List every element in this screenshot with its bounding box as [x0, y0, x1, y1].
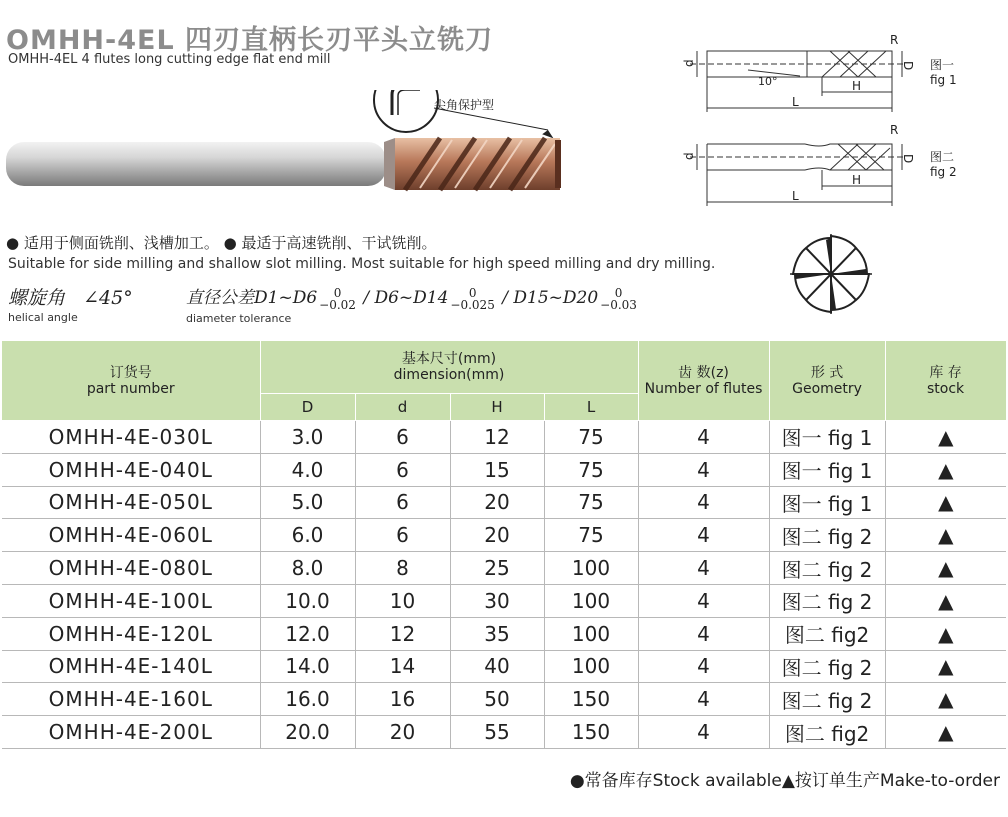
cell-D: 16.0	[260, 683, 355, 716]
page-subtitle: OMHH-4EL 4 flutes long cutting edge flat end mill	[8, 52, 331, 67]
cell-D: 14.0	[260, 650, 355, 683]
helix-value: ∠45°	[83, 287, 133, 309]
diameter-tolerance-en: diameter tolerance	[186, 312, 292, 325]
header-D: D	[260, 394, 355, 421]
cell-H: 30	[450, 584, 544, 617]
cell-d: 6	[355, 486, 450, 519]
cell-d: 6	[355, 453, 450, 486]
tol-label: 直径公差	[186, 288, 254, 308]
cell-d: 8	[355, 552, 450, 585]
fig2-caption-en: fig 2	[930, 165, 957, 179]
cell-D: 3.0	[260, 421, 355, 454]
tol1-upper: 0	[333, 285, 342, 300]
cell-L: 150	[544, 683, 638, 716]
cell-L: 150	[544, 716, 638, 749]
header-geometry	[769, 341, 885, 421]
tol3-upper: 0	[614, 285, 623, 300]
table-row	[2, 617, 1006, 650]
header-dim-en: dimension(mm)	[393, 367, 505, 383]
cell-H: 40	[450, 650, 544, 683]
fig2-L-label: L	[792, 189, 799, 203]
fig1-caption-cn: 图一	[930, 58, 955, 72]
cell-geometry: 图二 fig 2	[769, 683, 885, 716]
tol3-lower: −0.03	[600, 297, 637, 312]
header-flutes-en: Number of flutes	[644, 380, 763, 397]
header-part-cn: 订货号	[109, 364, 152, 381]
cell-geometry: 图二 fig 2	[769, 552, 885, 585]
header-stock-cn: 库 存	[929, 364, 962, 381]
fig2-drawing	[680, 118, 920, 210]
cell-d: 20	[355, 716, 450, 749]
cell-stock: ▲	[885, 486, 1006, 519]
cell-flutes: 4	[638, 453, 769, 486]
table-row	[2, 519, 1006, 552]
fig1-d-label: d	[682, 59, 696, 67]
cell-H: 20	[450, 486, 544, 519]
page-title: OMHH-4EL 四刃直柄长刃平头立铣刀	[6, 25, 494, 56]
cell-d: 10	[355, 584, 450, 617]
diameter-tolerance: 直径公差D1~D6 0 −0.02 / D6~D14 0 −0.025 / D15~D20 0 −0.03	[186, 285, 637, 312]
cell-geometry: 图二 fig2	[769, 617, 885, 650]
tol2-lower: −0.025	[450, 297, 495, 312]
header-part-en: part number	[86, 380, 175, 397]
tol-range3: D15~D20	[513, 288, 599, 308]
cell-D: 20.0	[260, 716, 355, 749]
cell-D: 8.0	[260, 552, 355, 585]
cell-d: 6	[355, 421, 450, 454]
cell-stock: ▲	[885, 552, 1006, 585]
cell-D: 4.0	[260, 453, 355, 486]
cell-d: 14	[355, 650, 450, 683]
table-row	[2, 552, 1006, 585]
cell-H: 12	[450, 421, 544, 454]
cell-H: 20	[450, 519, 544, 552]
cell-H: 55	[450, 716, 544, 749]
cell-stock: ▲	[885, 584, 1006, 617]
cell-D: 5.0	[260, 486, 355, 519]
cell-L: 75	[544, 453, 638, 486]
cell-part: OMHH-4E-200L	[2, 716, 260, 749]
feature-cn-1: 适用于侧面铣削、浅槽加工。	[23, 234, 219, 252]
table-row	[2, 421, 1006, 454]
cell-stock: ▲	[885, 421, 1006, 454]
cell-L: 75	[544, 421, 638, 454]
helix-angle-en: helical angle	[8, 311, 78, 324]
fig2-R-label: R	[890, 123, 899, 137]
header-d: d	[355, 394, 450, 421]
fig2-caption-cn: 图二	[930, 150, 955, 164]
cell-stock: ▲	[885, 519, 1006, 552]
cell-D: 10.0	[260, 584, 355, 617]
header-H: H	[450, 394, 544, 421]
cell-flutes: 4	[638, 552, 769, 585]
cell-d: 12	[355, 617, 450, 650]
cell-part: OMHH-4E-140L	[2, 650, 260, 683]
cell-H: 25	[450, 552, 544, 585]
cell-part: OMHH-4E-160L	[2, 683, 260, 716]
cell-flutes: 4	[638, 486, 769, 519]
fig1-caption	[930, 58, 957, 88]
fig2-D-label: D	[901, 154, 915, 164]
bullet-icon: ●	[223, 234, 237, 252]
cell-L: 100	[544, 650, 638, 683]
tool-callout: 尖角保护型	[434, 98, 495, 112]
cell-flutes: 4	[638, 683, 769, 716]
cell-geometry: 图二 fig2	[769, 716, 885, 749]
tol2-upper: 0	[468, 285, 477, 300]
flute-cross-section-icon	[786, 232, 876, 316]
cell-H: 50	[450, 683, 544, 716]
fig1-H-label: H	[852, 79, 862, 93]
cell-flutes: 4	[638, 617, 769, 650]
tol1-lower: −0.02	[319, 297, 356, 312]
features-en: Suitable for side milling and shallow slot milling. Most suitable for high speed milling and dry milling.	[8, 256, 716, 272]
fig1-angle-label: 10°	[758, 75, 778, 88]
cell-stock: ▲	[885, 683, 1006, 716]
cell-geometry: 图一 fig 1	[769, 421, 885, 454]
header-stock-en: stock	[926, 380, 965, 397]
header-flutes	[638, 341, 769, 421]
tol-range2: D6~D14	[374, 288, 449, 308]
cell-part: OMHH-4E-050L	[2, 486, 260, 519]
tol-range1: D1~D6	[254, 288, 318, 308]
fig1-L-label: L	[792, 95, 799, 109]
cell-flutes: 4	[638, 421, 769, 454]
cell-H: 35	[450, 617, 544, 650]
table-row	[2, 716, 1006, 749]
cell-geometry: 图二 fig 2	[769, 584, 885, 617]
header-part-number	[2, 341, 260, 421]
cell-flutes: 4	[638, 650, 769, 683]
header-geom-en: Geometry	[792, 380, 862, 397]
table-row	[2, 453, 1006, 486]
cell-part: OMHH-4E-060L	[2, 519, 260, 552]
cell-H: 15	[450, 453, 544, 486]
header-stock	[885, 341, 1006, 421]
cell-L: 75	[544, 486, 638, 519]
cell-part: OMHH-4E-040L	[2, 453, 260, 486]
cell-L: 100	[544, 552, 638, 585]
helix-label: 螺旋角	[8, 287, 66, 309]
helix-angle	[8, 283, 133, 310]
table-row	[2, 650, 1006, 683]
header-dim-cn: 基本尺寸(mm)	[401, 351, 497, 367]
cell-D: 6.0	[260, 519, 355, 552]
cell-L: 100	[544, 617, 638, 650]
cell-geometry: 图二 fig 2	[769, 650, 885, 683]
cell-L: 75	[544, 519, 638, 552]
bullet-icon: ●	[6, 234, 20, 252]
cell-d: 16	[355, 683, 450, 716]
features-cn	[6, 232, 437, 253]
table-row	[2, 584, 1006, 617]
header-L: L	[544, 394, 638, 421]
cell-part: OMHH-4E-080L	[2, 552, 260, 585]
cell-flutes: 4	[638, 584, 769, 617]
cell-flutes: 4	[638, 519, 769, 552]
cell-stock: ▲	[885, 617, 1006, 650]
header-geom-cn: 形 式	[810, 364, 844, 381]
fig2-d-label: d	[682, 152, 696, 160]
fig1-R-label: R	[890, 33, 899, 47]
cell-stock: ▲	[885, 453, 1006, 486]
cell-d: 6	[355, 519, 450, 552]
corner-detail-icon	[374, 90, 438, 132]
stock-legend: ●常备库存Stock available▲按订单生产Make-to-order	[569, 771, 1000, 791]
cell-part: OMHH-4E-120L	[2, 617, 260, 650]
fig1-caption-en: fig 1	[930, 73, 957, 87]
spec-table	[2, 341, 1007, 749]
cell-part: OMHH-4E-100L	[2, 584, 260, 617]
feature-cn-2: 最适于高速铣削、干试铣削。	[241, 234, 437, 252]
table-row	[2, 486, 1006, 519]
cell-D: 12.0	[260, 617, 355, 650]
cell-flutes: 4	[638, 716, 769, 749]
header-dimension	[260, 341, 638, 394]
cell-geometry: 图一 fig 1	[769, 453, 885, 486]
cell-stock: ▲	[885, 650, 1006, 683]
cell-L: 100	[544, 584, 638, 617]
cell-part: OMHH-4E-030L	[2, 421, 260, 454]
fig1-drawing	[680, 30, 920, 118]
cell-geometry: 图一 fig 1	[769, 486, 885, 519]
fig1-D-label: D	[901, 61, 915, 71]
header-flutes-cn: 齿 数(z)	[678, 364, 729, 381]
table-row	[2, 683, 1006, 716]
fig2-H-label: H	[852, 173, 862, 187]
cell-geometry: 图二 fig 2	[769, 519, 885, 552]
fig2-caption	[930, 150, 957, 180]
cell-stock: ▲	[885, 716, 1006, 749]
